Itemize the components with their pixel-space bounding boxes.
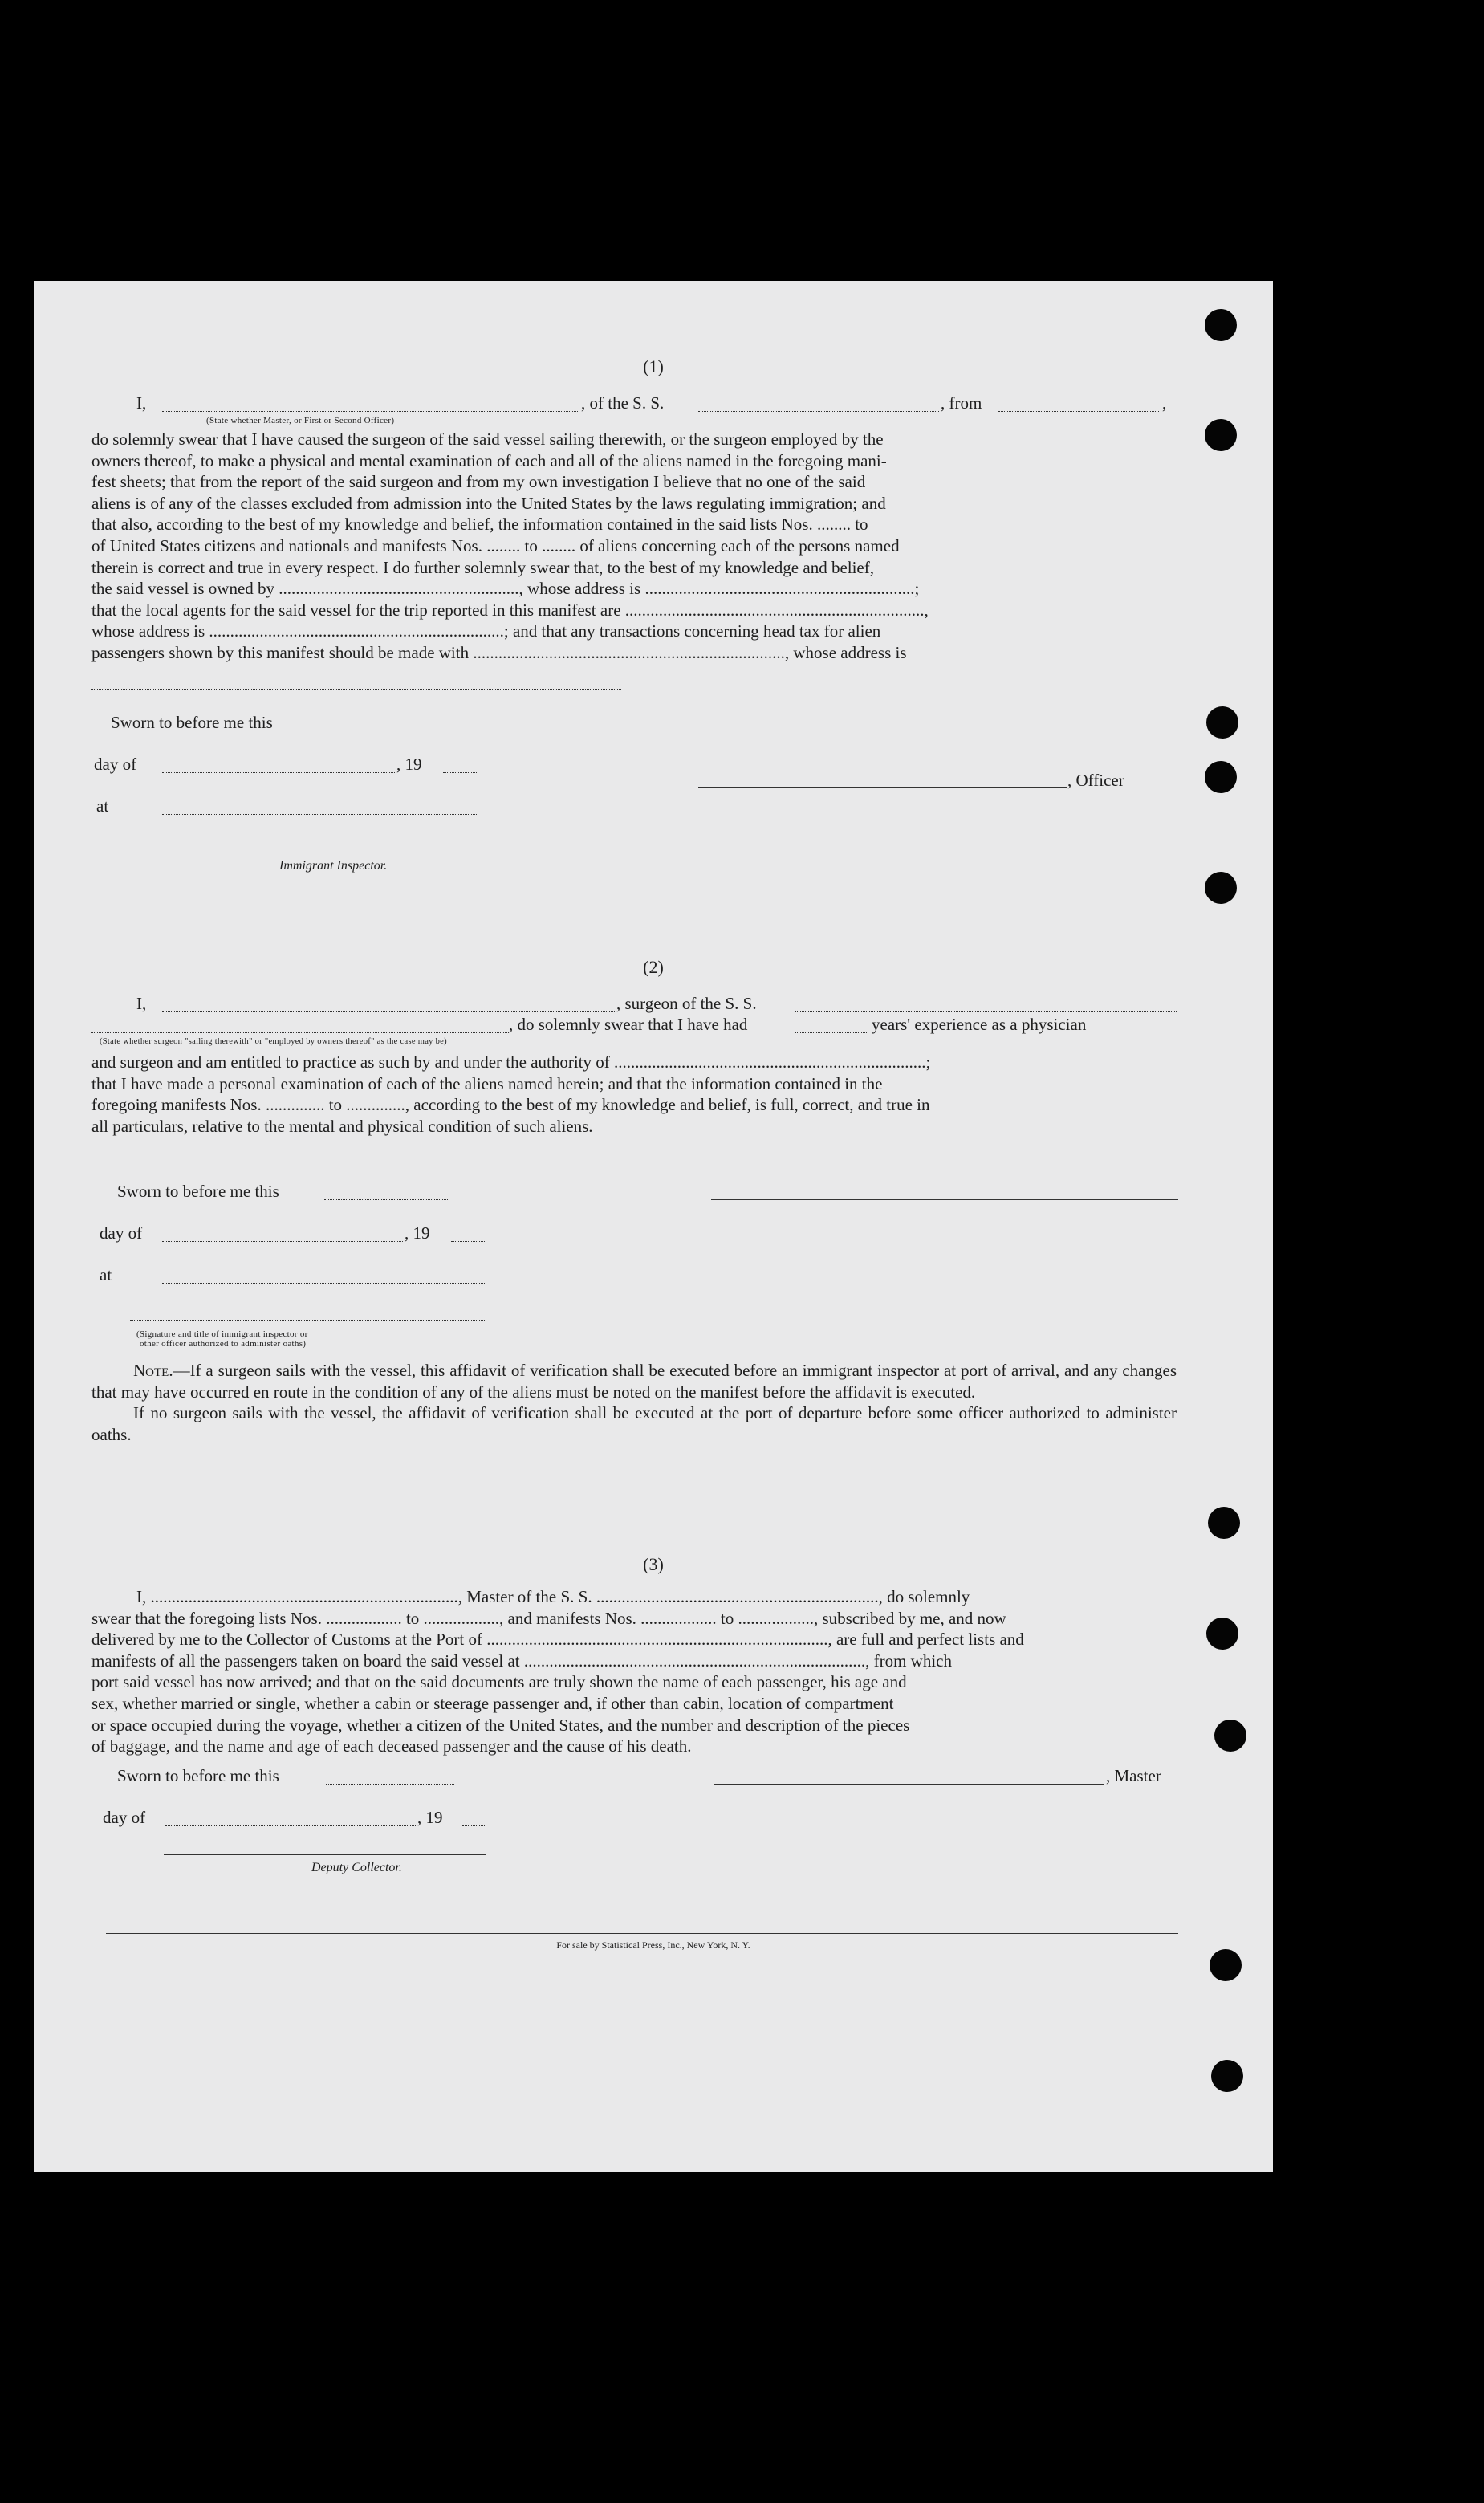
year-field[interactable] bbox=[443, 772, 478, 773]
oath-line: manifests of all the passengers taken on board the said vessel at ................................................................................., from which bbox=[91, 1650, 952, 1671]
punch-hole bbox=[1214, 1720, 1246, 1752]
punch-hole bbox=[1206, 706, 1238, 739]
punch-hole bbox=[1205, 419, 1237, 451]
sworn-label: Sworn to before me this bbox=[117, 1766, 279, 1785]
swear-label: , do solemnly swear that I have had bbox=[509, 1015, 748, 1034]
oath-line: and surgeon and am entitled to practice as such by and under the authority of ..........................................................................; bbox=[91, 1052, 931, 1072]
oath-line: swear that the foregoing lists Nos. .................. to .................., and manifests Nos. .................. to .................., subscribed by me, and now bbox=[91, 1608, 1006, 1628]
oath-line: aliens is of any of the classes excluded from admission into the United States by the laws regulating immigration; and bbox=[91, 493, 886, 513]
of-ss-label: , of the S. S. bbox=[581, 393, 665, 413]
publisher-footer: For sale by Statistical Press, Inc., New York, N. Y. bbox=[556, 1939, 750, 1951]
signature-caption-2: other officer authorized to administer oaths) bbox=[140, 1339, 307, 1349]
month-field[interactable] bbox=[162, 1241, 403, 1242]
officer-name-field[interactable] bbox=[162, 411, 579, 412]
years-label: years' experience as a physician bbox=[872, 1015, 1087, 1034]
at-label: at bbox=[96, 796, 109, 816]
surgeon-oath-text bbox=[91, 1052, 1177, 1137]
year-label: , 19 bbox=[396, 755, 422, 774]
year-label: , 19 bbox=[405, 1223, 430, 1243]
year-label: , 19 bbox=[417, 1808, 443, 1827]
years-field[interactable] bbox=[795, 1032, 867, 1033]
collector-caption: Deputy Collector. bbox=[311, 1861, 402, 1874]
section-number: (2) bbox=[643, 957, 664, 977]
sworn-label: Sworn to before me this bbox=[117, 1182, 279, 1201]
tax-address-field[interactable] bbox=[91, 689, 621, 690]
oath-line: of baggage, and the name and age of each deceased passenger and the cause of his death. bbox=[91, 1736, 692, 1756]
punch-hole bbox=[1206, 1618, 1238, 1650]
month-field[interactable] bbox=[165, 1825, 416, 1826]
note-paragraph-2: If no surgeon sails with the vessel, the affidavit of verification shall be executed at the port of departure before some officer authorized to administer oaths. bbox=[91, 1403, 1177, 1444]
oath-line: therein is correct and true in every respect. I do further solemnly swear that, to the best of my knowledge and belief, bbox=[91, 557, 874, 577]
oath-line: sex, whether married or single, whether a cabin or steerage passenger and, if other than cabin, location of compartment bbox=[91, 1693, 894, 1713]
oath-line: passengers shown by this manifest should be made with .........................................................................., whose address is bbox=[91, 642, 907, 662]
oath-line: foregoing manifests Nos. .............. to .............., according to the best of my knowledge and belief, is full, correct, and true in bbox=[91, 1095, 930, 1115]
oath-line: that also, according to the best of my knowledge and belief, the information contained in the said lists Nos. ........ to bbox=[91, 515, 868, 535]
punch-hole bbox=[1208, 1507, 1240, 1539]
oath-line: I, ........................................................................., Master of the S. S. ..................................................................., do solemnly bbox=[136, 1587, 970, 1606]
day-of-label: day of bbox=[100, 1223, 143, 1243]
oath-line: owners thereof, to make a physical and mental examination of each and all of the aliens named in the foregoing mani- bbox=[91, 450, 887, 470]
surgeon-name-field[interactable] bbox=[162, 1011, 616, 1012]
at-label: at bbox=[100, 1265, 112, 1284]
oath-line: do solemnly swear that I have caused the surgeon of the said vessel sailing therewith, or the surgeon employed by the bbox=[91, 429, 884, 449]
sworn-label: Sworn to before me this bbox=[111, 713, 273, 732]
year-field[interactable] bbox=[451, 1241, 485, 1242]
master-signature-line[interactable] bbox=[714, 1784, 1104, 1785]
master-oath-text bbox=[91, 1586, 1177, 1757]
surgeon-ss-label: , surgeon of the S. S. bbox=[616, 994, 757, 1013]
oath-line: the said vessel is owned by ........................................................., whose address is ................................................................; bbox=[91, 579, 920, 599]
surgeon-caption: (State whether surgeon "sailing therewith" or "employed by owners thereof" as the case may be) bbox=[100, 1037, 447, 1046]
punch-hole bbox=[1210, 1949, 1242, 1981]
inspector-caption: Immigrant Inspector. bbox=[279, 859, 388, 873]
oath-line: delivered by me to the Collector of Customs at the Port of ................................................................................., are full and perfect lists and bbox=[91, 1630, 1024, 1650]
punch-hole bbox=[1205, 761, 1237, 793]
master-label: , Master bbox=[1106, 1766, 1161, 1785]
from-label: , from bbox=[941, 393, 982, 413]
ship-name-field[interactable] bbox=[795, 1011, 1177, 1012]
section-number: (3) bbox=[643, 1554, 664, 1574]
i-label: I, bbox=[136, 393, 147, 413]
line-end-comma: , bbox=[1162, 393, 1167, 413]
inspector-signature-line[interactable] bbox=[130, 1320, 485, 1321]
oath-line: that the local agents for the said vessel for the trip reported in this manifest are ......................................................................., bbox=[91, 600, 929, 620]
punch-hole bbox=[1205, 309, 1237, 341]
oath-text bbox=[91, 429, 1177, 664]
oath-line: all particulars, relative to the mental and physical condition of such aliens. bbox=[91, 1116, 593, 1136]
section-number: (1) bbox=[643, 356, 664, 376]
note-label: Note. bbox=[133, 1361, 173, 1380]
day-of-label: day of bbox=[103, 1808, 146, 1827]
month-field[interactable] bbox=[162, 772, 395, 773]
surgeon-signature-line[interactable] bbox=[711, 1199, 1178, 1200]
day-of-label: day of bbox=[94, 755, 137, 774]
place-field[interactable] bbox=[162, 1283, 485, 1284]
signature-caption-1: (Signature and title of immigrant inspector or bbox=[136, 1329, 308, 1339]
oath-line: whose address is ......................................................................; and that any transactions concerning head tax for alien bbox=[91, 621, 881, 641]
punch-hole bbox=[1211, 2060, 1243, 2092]
footer-rule bbox=[106, 1933, 1178, 1934]
officer-caption: (State whether Master, or First or Second Officer) bbox=[206, 416, 395, 425]
oath-line: of United States citizens and nationals and manifests Nos. ........ to ........ of aliens concerning each of the persons named bbox=[91, 535, 900, 556]
from-port-field[interactable] bbox=[998, 411, 1159, 412]
note-paragraph-1: —If a surgeon sails with the vessel, this affidavit of verification shall be executed before an immigrant inspector at port of arrival, and any changes that may have occurred en route in the condition of any of the aliens must be noted on the manifest before the affidavit is executed. bbox=[91, 1361, 1177, 1402]
oath-line: fest sheets; that from the report of the said surgeon and from my own investigation I believe that no one of the said bbox=[91, 472, 866, 492]
sworn-date-field[interactable] bbox=[326, 1784, 454, 1785]
surgeon-status-field[interactable] bbox=[91, 1032, 509, 1033]
punch-hole bbox=[1205, 872, 1237, 904]
place-field[interactable] bbox=[162, 814, 478, 815]
collector-signature-line[interactable] bbox=[164, 1854, 486, 1855]
form-page bbox=[34, 281, 1273, 2172]
note-text bbox=[91, 1360, 1177, 1445]
i-label: I, bbox=[136, 994, 147, 1013]
oath-line: or space occupied during the voyage, whether a citizen of the United States, and the number and description of the pieces bbox=[91, 1715, 910, 1735]
year-field[interactable] bbox=[462, 1825, 486, 1826]
ship-name-field[interactable] bbox=[698, 411, 939, 412]
oath-line: port said vessel has now arrived; and that on the said documents are truly shown the name of each passenger, his age and bbox=[91, 1672, 907, 1692]
sworn-date-field[interactable] bbox=[324, 1199, 449, 1200]
oath-line: that I have made a personal examination of each of the aliens named herein; and that the information contained in the bbox=[91, 1073, 883, 1093]
officer-signature-line[interactable] bbox=[698, 787, 1067, 788]
officer-label: , Officer bbox=[1067, 771, 1124, 790]
